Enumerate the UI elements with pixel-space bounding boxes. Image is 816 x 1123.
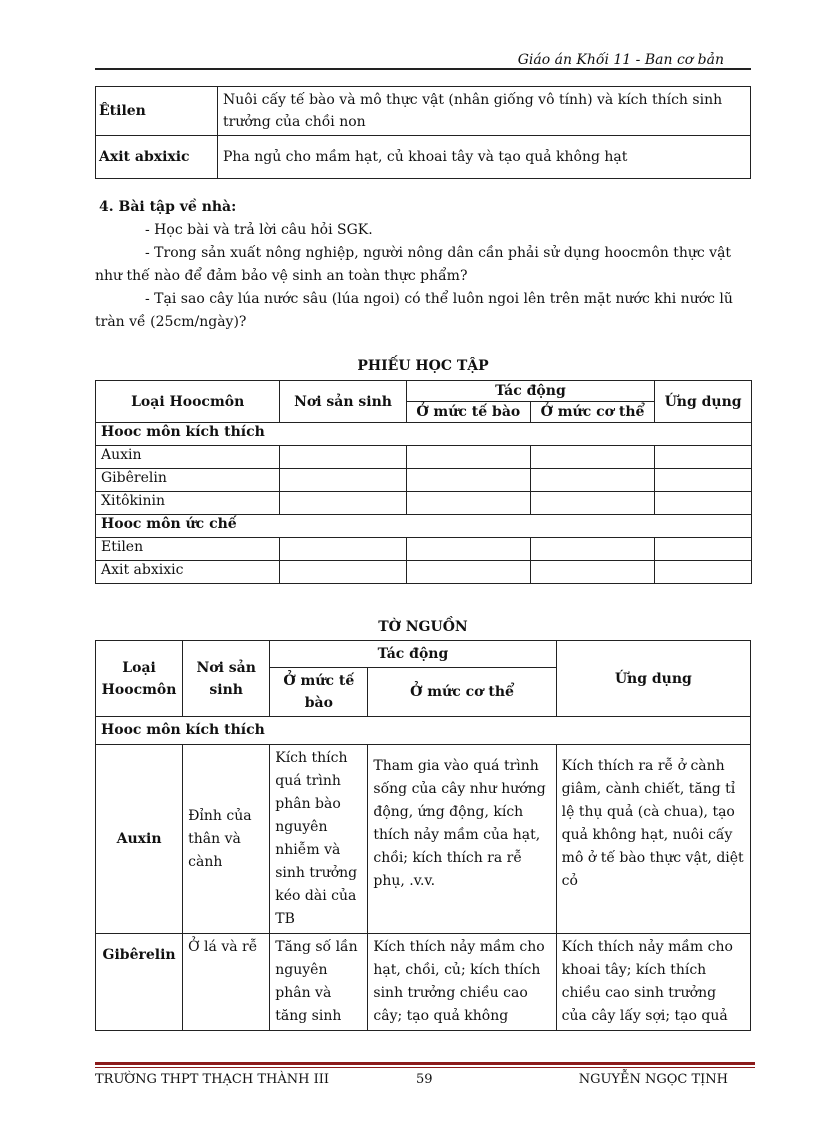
worksheet-title: PHIẾU HỌC TẬP — [357, 358, 489, 374]
header-body-level: Ở mức cơ thể — [368, 668, 556, 717]
production-site: Ở lá và rễ — [183, 934, 270, 1031]
page-header: Giáo án Khối 11 - Ban cơ bản — [517, 52, 724, 68]
header-hormone-type: Loại Hoocmôn — [96, 381, 280, 423]
footer-rule — [95, 1062, 755, 1065]
empty-cell[interactable] — [280, 492, 406, 515]
footer-page-number: 59 — [416, 1072, 433, 1087]
table-row — [96, 136, 751, 179]
hormone-name: Gibêrelin — [96, 934, 183, 1031]
source-table — [95, 640, 751, 1031]
empty-cell[interactable] — [406, 469, 530, 492]
footer-rule — [95, 1067, 755, 1068]
worksheet-table — [95, 380, 752, 584]
empty-cell[interactable] — [406, 492, 530, 515]
empty-cell[interactable] — [530, 469, 654, 492]
row-label: Auxin — [96, 446, 280, 469]
table-row — [96, 446, 752, 469]
group-inhibiting: Hooc môn ức chế — [96, 515, 752, 538]
empty-cell[interactable] — [655, 446, 752, 469]
empty-cell[interactable] — [406, 561, 530, 584]
table-row — [96, 717, 751, 745]
table-header-row — [96, 381, 752, 402]
empty-cell[interactable] — [655, 469, 752, 492]
table-row — [96, 561, 752, 584]
hormone-name: Auxin — [96, 745, 183, 934]
empty-cell[interactable] — [280, 446, 406, 469]
hormone-description: Pha ngủ cho mầm hạt, củ khoai tây và tạo quả không hạt — [218, 136, 751, 179]
hormone-application-table — [95, 86, 751, 179]
footer-school: TRƯỜNG THPT THẠCH THÀNH III — [95, 1072, 329, 1087]
hormone-name: Axit abxixic — [96, 136, 218, 179]
table-row — [96, 469, 752, 492]
group-stimulating: Hooc môn kích thích — [96, 717, 751, 745]
header-effect: Tác động — [270, 641, 556, 668]
footer-author: NGUYỄN NGỌC TỊNH — [578, 1072, 728, 1087]
table-header-row — [96, 641, 751, 668]
empty-cell[interactable] — [530, 492, 654, 515]
homework-line: - Trong sản xuất nông nghiệp, người nông dân cần phải sử dụng hoocmôn thực vật như thế nào để đảm bảo vệ sinh an toàn thực phẩm? — [95, 245, 732, 284]
cell-level-effect: Tăng số lần nguyên phân và tăng sinh — [270, 934, 368, 1031]
table-row — [96, 934, 751, 1031]
homework-section — [95, 196, 755, 334]
row-label: Xitôkinin — [96, 492, 280, 515]
empty-cell[interactable] — [280, 469, 406, 492]
row-label: Axit abxixic — [96, 561, 280, 584]
table-row — [96, 423, 752, 446]
row-label: Gibêrelin — [96, 469, 280, 492]
homework-title: 4. Bài tập về nhà: — [99, 199, 237, 215]
application: Kích thích ra rễ ở cành giâm, cành chiết, tăng tỉ lệ thụ quả (cà chua), tạo quả không hạt, nuôi cấy mô ở tế bào thực vật, diệt cỏ — [556, 745, 750, 934]
header-effect: Tác động — [406, 381, 655, 402]
header-hormone-type: Loại Hoocmôn — [96, 641, 183, 717]
application: Kích thích nảy mầm cho khoai tây; kích thích chiều cao sinh trưởng của cây lấy sợi; tạo quả — [556, 934, 750, 1031]
empty-cell[interactable] — [655, 538, 752, 561]
empty-cell[interactable] — [655, 561, 752, 584]
homework-line: - Tại sao cây lúa nước sâu (lúa ngoi) có thể luôn ngoi lên trên mặt nước khi nước lũ tràn về (25cm/ngày)? — [95, 291, 733, 330]
homework-line: - Học bài và trả lời câu hỏi SGK. — [145, 222, 373, 238]
table-row — [96, 492, 752, 515]
header-cell-level: Ở mức tế bào — [270, 668, 368, 717]
header-application: Ứng dụng — [556, 641, 750, 717]
production-site: Đỉnh của thân và cành — [183, 745, 270, 934]
header-production-site: Nơi sản sinh — [183, 641, 270, 717]
empty-cell[interactable] — [280, 538, 406, 561]
row-label: Etilen — [96, 538, 280, 561]
table-row — [96, 515, 752, 538]
empty-cell[interactable] — [530, 446, 654, 469]
header-rule — [95, 68, 751, 70]
source-title: TỜ NGUỒN — [378, 619, 468, 635]
hormone-name: Êtilen — [96, 87, 218, 136]
body-level-effect: Tham gia vào quá trình sống của cây như hướng động, ứng động, kích thích nảy mầm của hạt, chồi; kích thích ra rễ phụ, .v.v. — [368, 745, 556, 934]
empty-cell[interactable] — [406, 538, 530, 561]
hormone-description: Nuôi cấy tế bào và mô thực vật (nhân giống vô tính) và kích thích sinh trưởng của chồi non — [218, 87, 751, 136]
header-cell-level: Ở mức tế bào — [406, 402, 530, 423]
empty-cell[interactable] — [280, 561, 406, 584]
empty-cell[interactable] — [530, 561, 654, 584]
empty-cell[interactable] — [406, 446, 530, 469]
empty-cell[interactable] — [530, 538, 654, 561]
header-body-level: Ở mức cơ thể — [530, 402, 654, 423]
header-application: Ứng dụng — [655, 381, 752, 423]
table-row — [96, 87, 751, 136]
table-row — [96, 538, 752, 561]
group-stimulating: Hooc môn kích thích — [96, 423, 752, 446]
body-level-effect: Kích thích nảy mầm cho hạt, chồi, củ; kích thích sinh trưởng chiều cao cây; tạo quả không — [368, 934, 556, 1031]
header-production-site: Nơi sản sinh — [280, 381, 406, 423]
table-row — [96, 745, 751, 934]
cell-level-effect: Kích thích quá trình phân bào nguyên nhiễm và sinh trưởng kéo dài của TB — [270, 745, 368, 934]
empty-cell[interactable] — [655, 492, 752, 515]
